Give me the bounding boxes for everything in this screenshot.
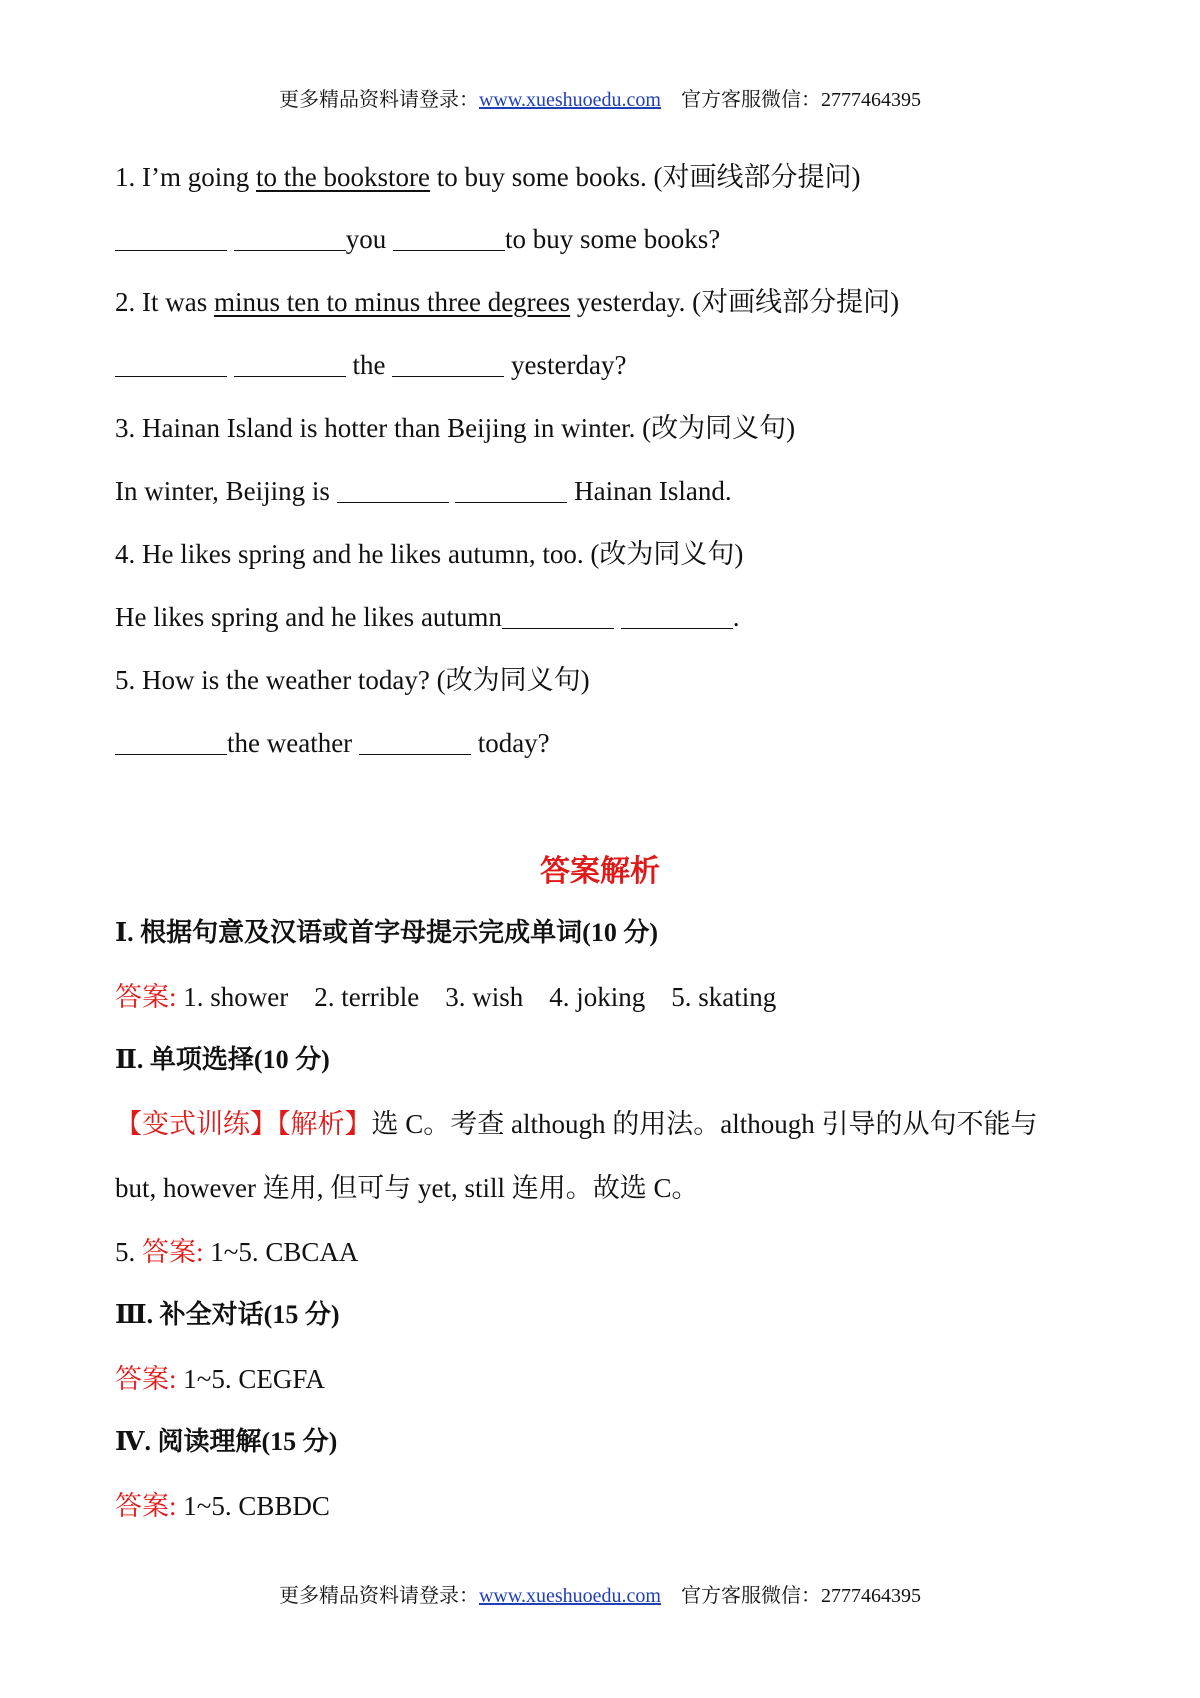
answer-line-5: the weather today? (115, 726, 550, 760)
blank[interactable] (393, 226, 505, 251)
blank[interactable] (359, 730, 471, 755)
bianshi-line-2: but, however 连用, 但可与 yet, still 连用。故选 C。 (115, 1173, 699, 1203)
page-header (0, 87, 1200, 113)
blank[interactable] (337, 478, 449, 503)
section-1-answers: 答案: 1. shower 2. terrible 3. wish 4. joking 5. skating (115, 982, 777, 1012)
question-4: 4. He likes spring and he likes autumn, too. (改为同义句) (115, 539, 744, 569)
page-footer (0, 1583, 1200, 1609)
question-3: 3. Hainan Island is hotter than Beijing in winter. (改为同义句) (115, 413, 796, 443)
blank[interactable] (502, 604, 614, 629)
answers-title: 答案解析 (540, 854, 660, 889)
blank[interactable] (115, 226, 227, 251)
answer-label: 答案: (115, 1364, 177, 1394)
bianshi-line-1: 【变式训练】【解析】选 C。考查 although 的用法。although 引导的从句不能与 (115, 1109, 1038, 1139)
header-link[interactable]: www.xueshuoedu.com (478, 89, 661, 111)
underlined-phrase: to the bookstore (256, 162, 430, 192)
section-2-heading: Ⅱ. 单项选择(10 分) (115, 1045, 330, 1074)
answer-label: 答案: (115, 1491, 177, 1521)
answer-line-3: In winter, Beijing is Hainan Island. (115, 476, 732, 506)
footer-link[interactable]: www.xueshuoedu.com (478, 1585, 661, 1607)
section-1-heading: Ⅰ. 根据句意及汉语或首字母提示完成单词(10 分) (115, 918, 658, 947)
bianshi-tag: 【变式训练】【解析】 (115, 1109, 372, 1139)
section-2-answers: 5. 答案: 1~5. CBCAA (115, 1237, 359, 1267)
answer-label: 答案: (142, 1237, 204, 1267)
underlined-phrase: minus ten to minus three degrees (213, 287, 571, 317)
header-service: 官方客服微信：2777464395 (681, 89, 921, 111)
section-3-answers: 答案: 1~5. CEGFA (115, 1364, 325, 1394)
blank[interactable] (234, 352, 346, 377)
blank[interactable] (234, 226, 346, 251)
answer-line-1: you to buy some books? (115, 222, 720, 256)
footer-prefix: 更多精品资料请登录： (278, 1585, 479, 1607)
footer-service: 官方客服微信：2777464395 (681, 1585, 921, 1607)
blank[interactable] (392, 352, 504, 377)
answer-line-2: the yesterday? (115, 348, 626, 382)
blank[interactable] (115, 730, 227, 755)
question-2: 2. It was minus ten to minus three degrees yesterday. (对画线部分提问) (115, 287, 900, 317)
blank[interactable] (621, 604, 733, 629)
answer-label: 答案: (115, 982, 177, 1012)
blank[interactable] (115, 352, 227, 377)
question-5: 5. How is the weather today? (改为同义句) (115, 665, 590, 695)
question-1: 1. I’m going to the bookstore to buy some books. (对画线部分提问) (115, 162, 861, 192)
section-3-heading: Ⅲ. 补全对话(15 分) (115, 1300, 340, 1329)
section-4-heading: Ⅳ. 阅读理解(15 分) (115, 1427, 338, 1456)
blank[interactable] (455, 478, 567, 503)
answer-line-4: He likes spring and he likes autumn . (115, 602, 740, 632)
header-prefix: 更多精品资料请登录： (278, 89, 479, 111)
section-4-answers: 答案: 1~5. CBBDC (115, 1491, 330, 1521)
